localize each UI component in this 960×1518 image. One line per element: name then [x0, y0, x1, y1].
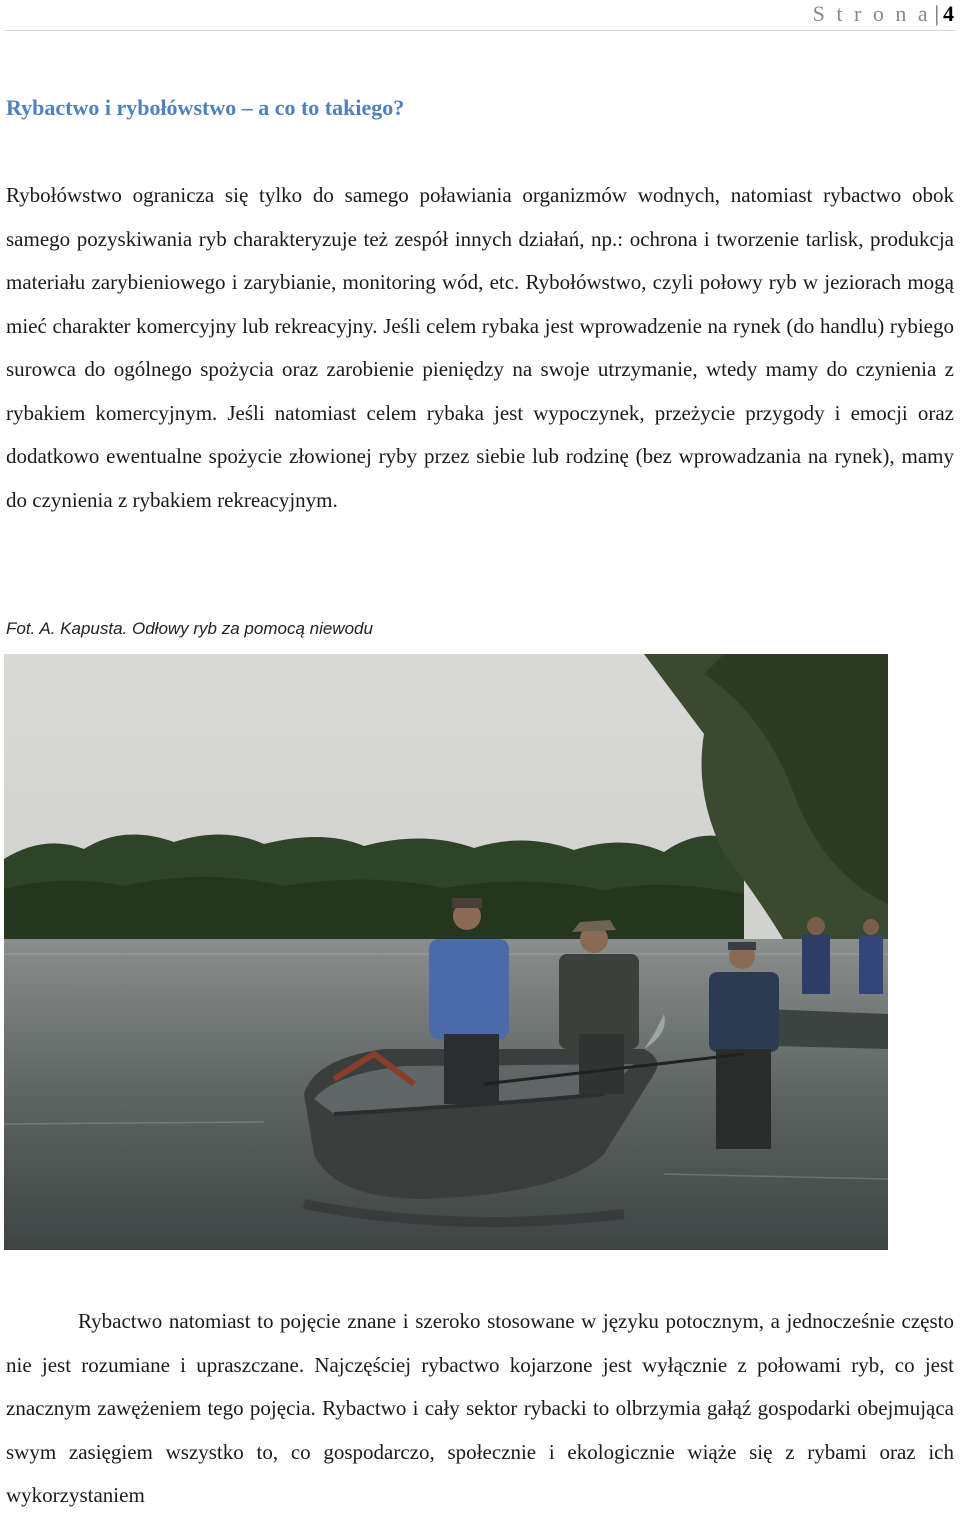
page-separator: | [934, 1, 939, 26]
photo-caption: Fot. A. Kapusta. Odłowy ryb za pomocą niewodu [6, 619, 373, 638]
fisherman-waders [709, 942, 779, 1149]
page-number: 4 [943, 1, 954, 26]
intro-paragraph: Rybołówstwo ogranicza się tylko do samego poławiania organizmów wodnych, natomiast rybactwo obok samego pozyskiwania ryb charakteryzuje też zespół innych działań, np.: ochrona i tworzenie tarlisk, produkcja materiału zarybieniowego i zarybianie, monitoring wód, etc. Rybołówstwo, czyli połowy ryb w jeziorach mogą mieć charakter komercyjny lub rekreacyjny. Jeśli celem rybaka jest wprowadzenie na rynek (do handlu) rybiego surowca do ogólnego spożycia oraz zarobienie pieniędzy na swoje utrzymanie, wtedy mamy do czynienia z rybakiem komercyjnym. Jeśli natomiast celem rybaka jest wypoczynek, przeżycie przygody i emocji oraz dodatkowo ewentualne spożycie złowionej ryby przez siebie lub rodzinę (bez wprowadzania na rynek), mamy do czynienia z rybakiem rekreacyjnym. [6, 183, 954, 512]
fishing-photo [4, 654, 888, 1250]
second-paragraph: Rybactwo natomiast to pojęcie znane i szeroko stosowane w języku potocznym, a jednocześnie często nie jest rozumiane i upraszczane. Najczęściej rybactwo kojarzone jest wyłącznie z połowami ryb, co jest znacznym zawężeniem tego pojęcia. Rybactwo i cały sektor rybacki to olbrzymia gałąź gospodarki obejmująca swym zasięgiem wszystko to, co gospodarczo, społecznie i ekologicznie wiąże się z rybami oraz ich wykorzystaniem [6, 1309, 954, 1507]
section-title: Rybactwo i rybołówstwo – a co to takiego? [6, 95, 405, 120]
page-label: S t r o n a [812, 1, 931, 26]
fishing-photo-illustration [4, 654, 888, 1250]
page-header [813, 0, 954, 28]
header-rule [4, 30, 956, 31]
